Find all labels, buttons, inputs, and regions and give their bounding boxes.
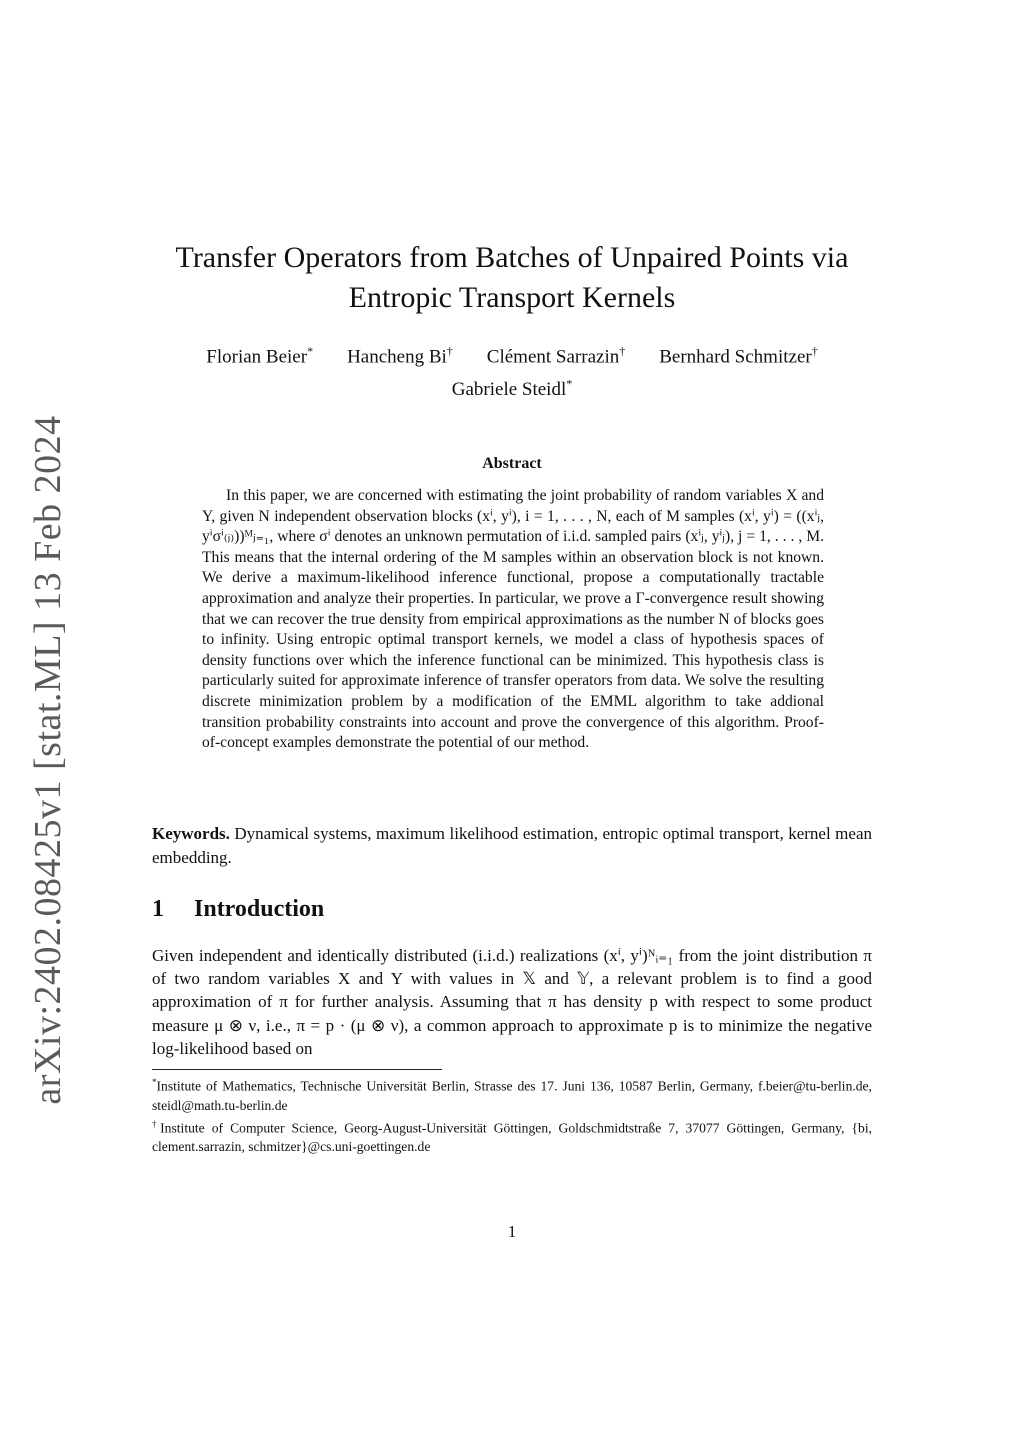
arxiv-identifier: arXiv:2402.08425v1 [stat.ML] 13 Feb 2024 — [27, 415, 69, 1105]
keywords-text: Dynamical systems, maximum likelihood estimation, entropic optimal transport, kernel mean embedding. — [152, 824, 872, 867]
author-list — [152, 338, 872, 403]
author: Hancheng Bi† — [347, 344, 453, 368]
section-number: 1 — [152, 896, 164, 922]
abstract-heading: Abstract — [482, 455, 542, 472]
author: Gabriele Steidl* — [451, 376, 573, 400]
introduction-paragraph: Given independent and identically distributed (i.i.d.) realizations (xⁱ, yⁱ)ᴺᵢ₌₁ from the joint distribution π of two random variables X and Y with values in 𝕏 and 𝕐, a relevant problem is to find a good approximation of π for further analysis. Assuming that π has density p with respect to some product measure μ ⊗ ν, i.e., π = p · (μ ⊗ ν), a common approach to approximate p is to minimize the negative log-likelihood based on — [152, 946, 872, 1058]
footnote: †Institute of Computer Science, Georg-August-Universität Göttingen, Goldschmidtstraße 7, 37077 Göttingen, Germany, {bi, clement.sarrazin, schmitzer}@cs.uni-goettingen.de — [152, 1118, 873, 1155]
keywords — [152, 822, 872, 870]
section-heading — [152, 896, 324, 923]
author: Florian Beier* — [206, 344, 314, 368]
footnote: *Institute of Mathematics, Technische Universität Berlin, Strasse des 17. Juni 136, 10587 Berlin, Germany, f.beier@tu-berlin.de, steidl@math.tu-berlin.de — [152, 1077, 872, 1113]
footnotes — [152, 1073, 872, 1156]
page-number: 1 — [507, 1222, 517, 1241]
author: Bernhard Schmitzer† — [659, 344, 818, 368]
author: Clément Sarrazin† — [486, 344, 626, 368]
footnote-divider — [152, 1069, 442, 1070]
section-title: Introduction — [194, 896, 325, 922]
paper-title: Transfer Operators from Batches of Unpaired Points via Entropic Transport Kernels — [175, 241, 849, 314]
abstract-body: In this paper, we are concerned with estimating the joint probability of random variables X and Y, given N independent observation blocks (xⁱ, yⁱ), i = 1, . . . , N, each of M samples (xⁱ, yⁱ) = ((xⁱⱼ, yⁱσⁱ₍ⱼ₎))ᴹⱼ₌₁, where σⁱ denotes an unknown permutation of i.i.d. sampled pairs (xⁱⱼ, yⁱⱼ), j = 1, . . . , M. This means that the internal ordering of the M samples within an observation block is not known. We derive a maximum-likelihood inference functional, propose a computationally tractable approximation and analyze their properties. In particular, we prove a Γ-convergence result showing that we can recover the true density from empirical approximations as the number N of blocks goes to infinity. Using entropic optimal transport kernels, we model a class of hypothesis spaces of density functions over which the inference functional can be minimized. This hypothesis class is particularly suited for approximate inference of transfer operators from data. We solve the resulting discrete minimization problem by a modification of the EMML algorithm to take addional transition probability constraints into account and prove the convergence of this algorithm. Proof-of-concept examples demonstrate the potential of our method. — [202, 487, 824, 752]
keywords-label: Keywords. — [152, 824, 230, 843]
